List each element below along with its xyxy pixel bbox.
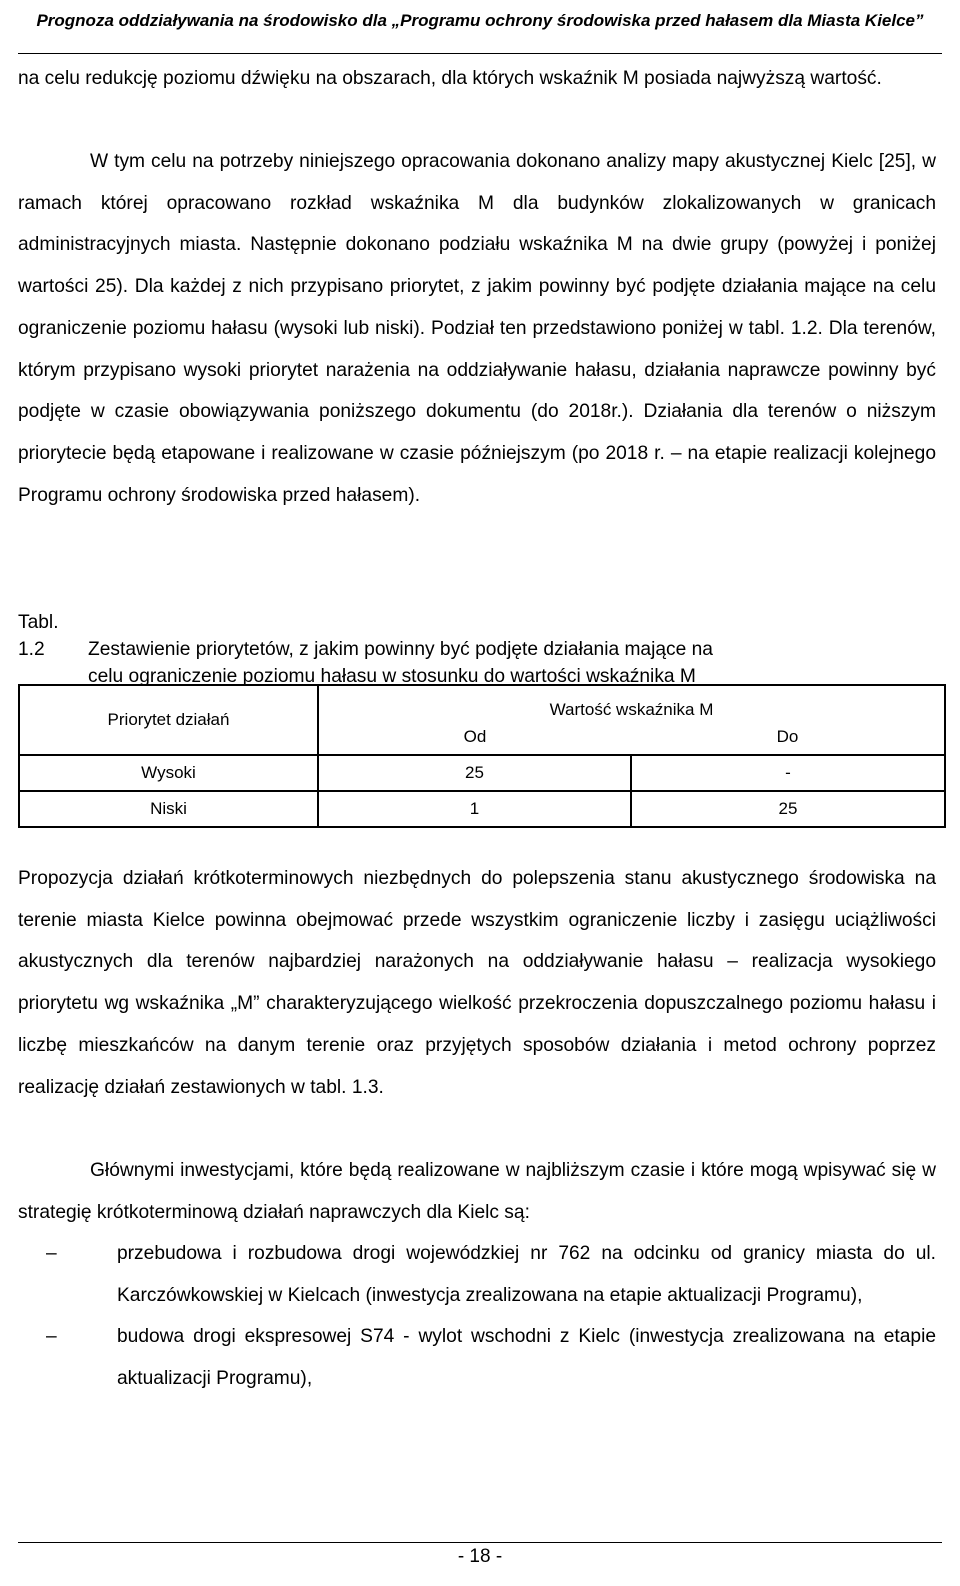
table-header-row (19, 685, 945, 720)
table-cell-to: 25 (631, 791, 945, 827)
page-number: - 18 - (457, 1546, 503, 1567)
list-item (18, 1316, 936, 1399)
list-item-text: budowa drogi ekspresowej S74 - wylot wschodni z Kielc (inwestycja zrealizowana na etapie aktualizacji Programu), (117, 1326, 936, 1390)
table-header-priority: Priorytet działań (19, 685, 318, 755)
table-caption-line1: Zestawienie priorytetów, z jakim powinny być podjęte działania mające na (88, 639, 713, 660)
table-header-from: Od (318, 720, 631, 755)
list-item-text: przebudowa i rozbudowa drogi wojewódzkiej nr 762 na odcinku od granicy miasta do ul. Karczówkowskiej w Kielcach (inwestycja zrealizowana na etapie aktualizacji Programu), (117, 1243, 936, 1306)
table-caption-line2: celu ograniczenie poziomu hałasu w stosunku do wartości wskaźnika M (88, 666, 696, 687)
paragraph-analysis: W tym celu na potrzeby niniejszego opracowania dokonano analizy mapy akustycznej Kielc [25], w ramach której opracowano rozkład wskaźnika M dla budynków zlokalizowanych w granicach administracyjnych miasta. Następnie dokonano podziału wskaźnika M na dwie grupy (powyżej i poniżej wartości 25). Dla każdej z nich przypisano priorytet, z jakim powinny być podjęte działania mające na celu ograniczenie poziomu hałasu (wysoki lub niski). Podział ten przedstawiono poniżej w tabl. 1.2. Dla terenów, którym przypisano wysoki priorytet narażenia na oddziaływanie hałasu, działania naprawcze powinny być podjęte w czasie obowiązywania poniższego dokumentu (do 2018r.). Działania dla terenów o niższym priorytecie będą etapowane i realizowane w czasie późniejszym (po 2018 r. – na etapie realizacji kolejnego Programu ochrony środowiska przed hałasem). (18, 151, 936, 506)
table-header-group: Wartość wskaźnika M (318, 685, 945, 720)
table-cell-from: 25 (318, 755, 631, 791)
paragraph-continuation: na celu redukcję poziomu dźwięku na obszarach, dla których wskaźnik M posiada najwyższą wartość. (18, 68, 882, 89)
table-cell-priority: Wysoki (19, 755, 318, 791)
document-header: Prognoza oddziaływania na środowisko dla „Programu ochrony środowiska przed hałasem dla Miasta Kielce” (36, 11, 924, 30)
priority-table (18, 684, 946, 828)
table-cell-priority: Niski (19, 791, 318, 827)
dash-bullet-icon: – (46, 1326, 57, 1348)
list-item (18, 1233, 936, 1316)
header-divider (18, 53, 942, 54)
paragraph-investments-intro: Głównymi inwestycjami, które będą realizowane w najbliższym czasie i które mogą wpisywać się w strategię krótkoterminową działań naprawczych dla Kielc są: (18, 1160, 936, 1223)
table-header-to: Do (631, 720, 945, 755)
footer-divider (18, 1542, 942, 1543)
table-caption-number: Tabl. 1.2 (18, 612, 59, 660)
paragraph-short-term-actions: Propozycja działań krótkoterminowych niezbędnych do polepszenia stanu akustycznego środowiska na terenie miasta Kielce powinna obejmować przede wszystkim ograniczenie liczby i zasięgu uciążliwości akustycznych dla terenów najbardziej narażonych na oddziaływanie hałasu – realizacja wysokiego priorytetu wg wskaźnika „M” charakteryzującego wielkość przekroczenia dopuszczalnego poziomu hałasu i liczbę mieszkańców na danym terenie oraz przyjętych sposobów działania i metod ochrony poprzez realizację działań zestawionych w tabl. 1.3. (18, 868, 936, 1098)
table-row (19, 791, 945, 827)
table-cell-to: - (631, 755, 945, 791)
table-row (19, 755, 945, 791)
table-cell-from: 1 (318, 791, 631, 827)
table-caption (18, 609, 936, 690)
dash-bullet-icon: – (46, 1243, 57, 1264)
investment-list (18, 1233, 936, 1400)
